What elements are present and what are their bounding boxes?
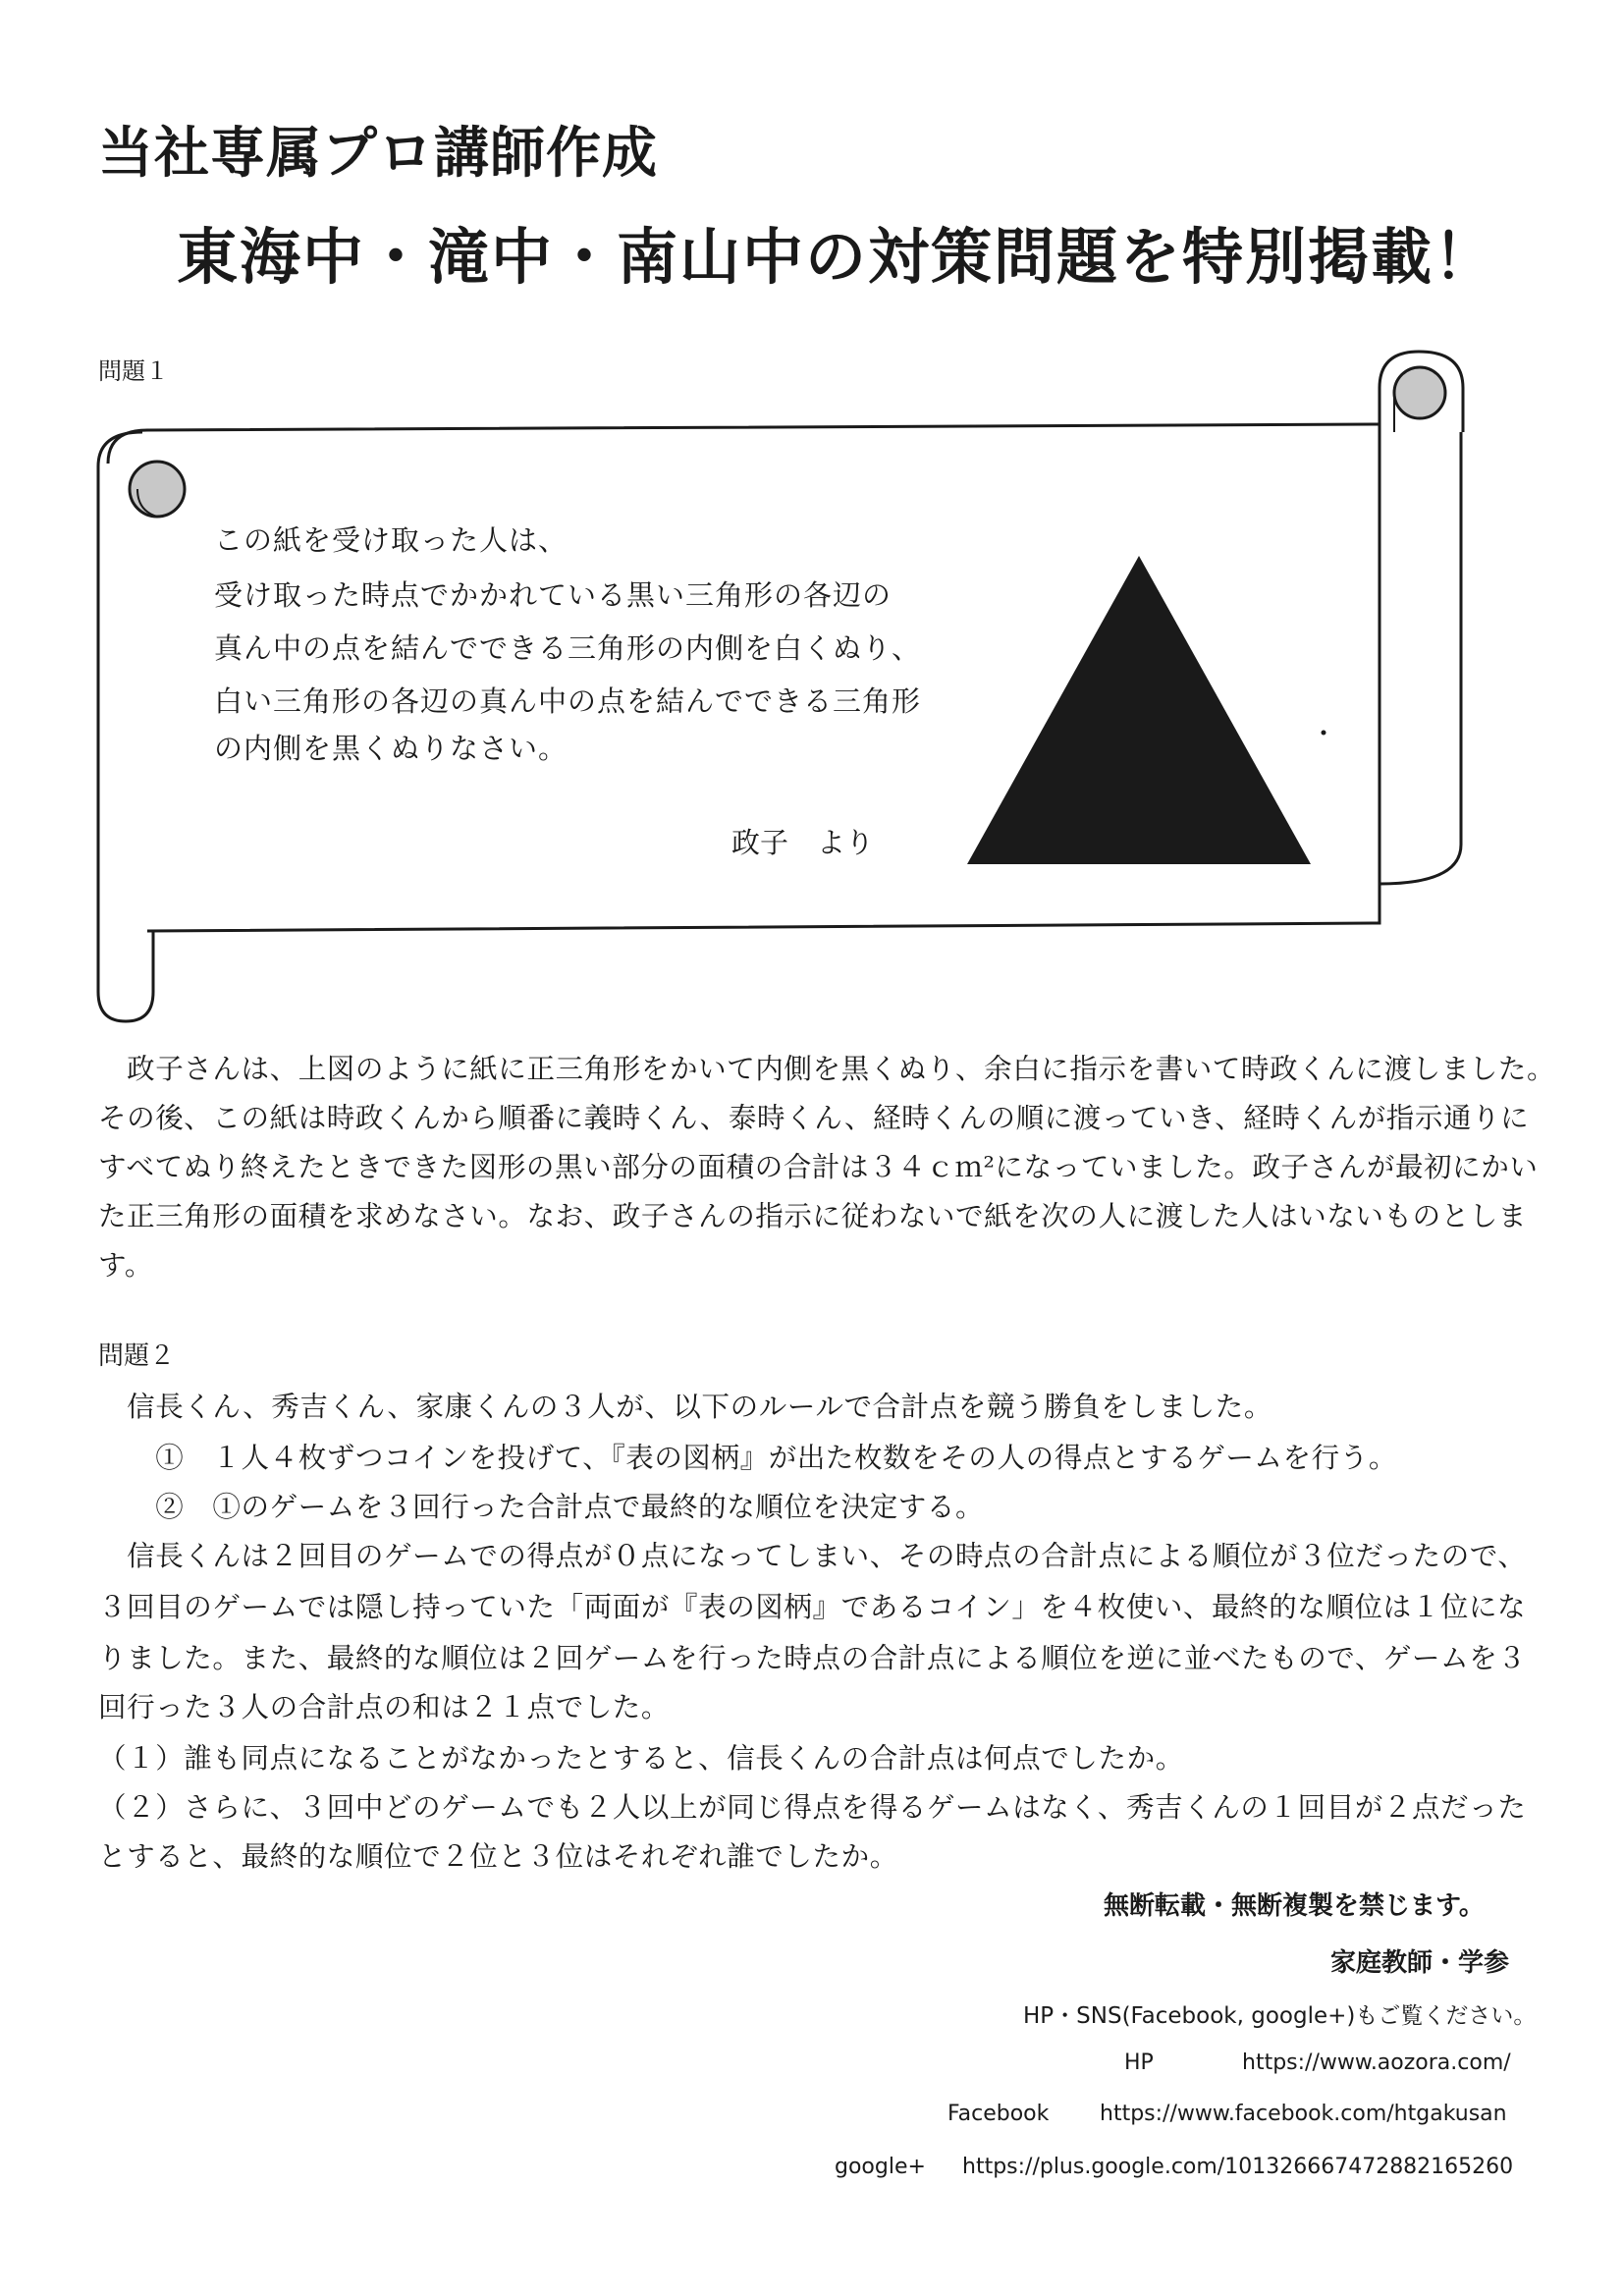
note-line-5: の内側を黒くぬりなさい。 xyxy=(214,732,568,765)
scroll-right-bottom xyxy=(1380,432,1461,884)
problem2-text-line: ３回目のゲームでは隠し持っていた「両面が『表の図柄』であるコイン」を４枚使い、最終的な順位は１位にな xyxy=(98,1591,1527,1623)
problem1-text-line: た正三角形の面積を求めなさい。なお、政子さんの指示に従わないで紙を次の人に渡した人はいないものとしま xyxy=(98,1200,1528,1232)
problem2-text-line: とすると、最終的な順位で２位と３位はそれぞれ誰でしたか。 xyxy=(98,1840,898,1873)
note-line-4: 白い三角形の各辺の真ん中の点を結んでできる三角形 xyxy=(214,684,922,718)
right-curl xyxy=(1394,367,1445,418)
google-plus-link[interactable]: https://plus.google.com/101326667472882165260 xyxy=(962,2155,1514,2179)
title-line-2: 東海中・滝中・南山中の対策問題を特別掲載！ xyxy=(177,221,1497,293)
problem2-rule-2: ② ①のゲームを３回行った合計点で最終的な順位を決定する。 xyxy=(98,1491,985,1523)
problem1-text-line: 政子さんは、上図のように紙に正三角形をかいて内側を黒くぬり、余白に指示を書いて時政くんに渡しました。 xyxy=(98,1053,1556,1085)
problem2-text-line: 信長くん、秀吉くん、家康くんの３人が、以下のルールで合計点を競う勝負をしました。 xyxy=(98,1391,1272,1423)
google-plus-label: google+ xyxy=(835,2155,926,2179)
title-line-1: 当社専属プロ講師作成 xyxy=(98,121,658,186)
problem1-text-line: すべてぬり終えたときできた図形の黒い部分の面積の合計は３４ｃｍ²になっていました。政子さんが最初にかい xyxy=(98,1151,1539,1183)
note-signature: 政子 より xyxy=(731,826,875,859)
problem2-text-line: 信長くんは２回目のゲームでの得点が０点になってしまい、その時点の合計点による順位が３位だったので、 xyxy=(98,1540,1527,1572)
problem2-rule-1: ① １人４枚ずつコインを投げて、『表の図柄』が出た枚数をその人の得点とするゲームを行う。 xyxy=(98,1442,1397,1474)
problem2-question-2: （２）さらに、３回中どのゲームでも２人以上が同じ得点を得るゲームはなく、秀吉くんの１回目が２点だった xyxy=(98,1791,1527,1824)
black-triangle xyxy=(967,556,1311,864)
problem1-text-line: その後、この紙は時政くんから順番に義時くん、泰時くん、経時くんの順に渡っていき、経時くんが指示通りに xyxy=(98,1102,1530,1134)
problem2-text-line: 回行った３人の合計点の和は２１点でした。 xyxy=(98,1691,671,1723)
problem1-label: 問題１ xyxy=(98,357,169,385)
note-line-3: 真ん中の点を結んでできる三角形の内側を白くぬり、 xyxy=(214,631,922,665)
problem1-text-line: す。 xyxy=(98,1249,153,1282)
note-line-2: 受け取った時点でかかれている黒い三角形の各辺の xyxy=(214,578,893,612)
note-line-1: この紙を受け取った人は、 xyxy=(214,523,568,557)
copyright-notice: 無断転載・無断複製を禁じます。 xyxy=(1104,1891,1485,1921)
problem2-label: 問題２ xyxy=(98,1341,176,1371)
problem2-question-1: （１）誰も同点になることがなかったとすると、信長くんの合計点は何点でしたか。 xyxy=(98,1742,1184,1775)
scroll-left-roll xyxy=(98,466,153,1021)
facebook-link[interactable]: https://www.facebook.com/htgakusan xyxy=(1100,2102,1507,2126)
hp-link[interactable]: https://www.aozora.com/ xyxy=(1242,2050,1511,2075)
hp-label: HP xyxy=(1124,2050,1154,2075)
problem2-text-line: りました。また、最終的な順位は２回ゲームを行った時点の合計点による順位を逆に並べたもので、ゲームを３ xyxy=(98,1642,1527,1674)
sns-note: HP・SNS(Facebook, google+)もご覧ください。 xyxy=(1023,2003,1537,2029)
facebook-label: Facebook xyxy=(947,2102,1050,2126)
company-name: 家庭教師・学参 xyxy=(1330,1948,1510,1978)
